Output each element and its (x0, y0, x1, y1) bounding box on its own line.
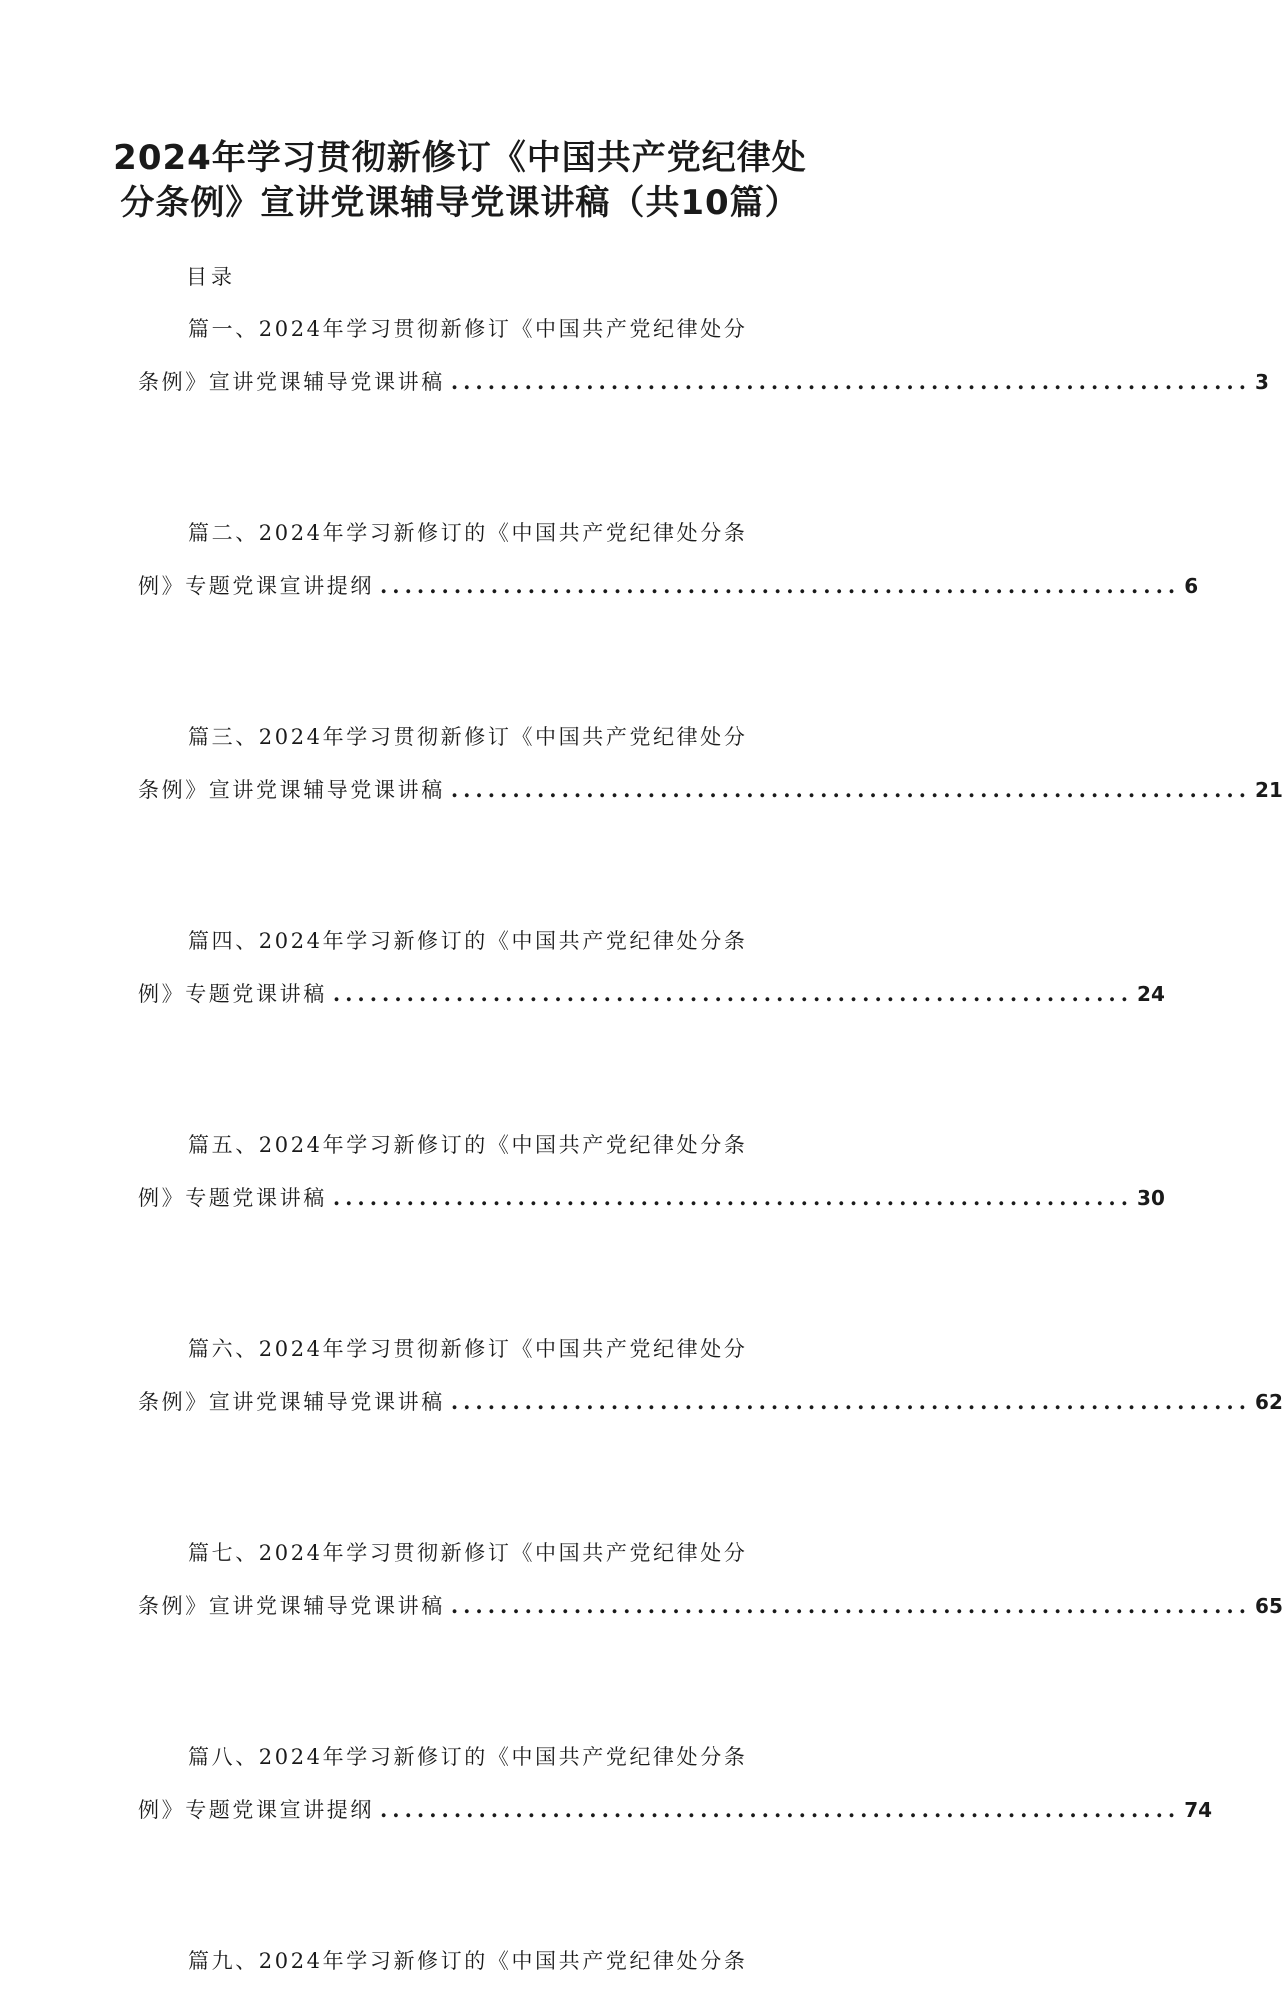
toc-entry-title: 篇六、2024年学习贯彻新修订《中国共产党纪律处分 (188, 1337, 748, 1361)
toc-entry[interactable] (138, 919, 1165, 1123)
toc-entry-title-cont: 条例》宣讲党课辅导党课讲稿 (138, 1390, 445, 1414)
document-title-line-2: 分条例》宣讲党课辅导党课讲稿（共10篇） (120, 183, 800, 223)
toc-entry[interactable] (138, 1531, 1283, 1735)
toc-entry-title-cont: 例》专题党课讲稿 (138, 982, 327, 1006)
toc-entry-title: 篇八、2024年学习新修订的《中国共产党纪律处分条 (188, 1745, 748, 1769)
toc-entry-continuation (138, 1788, 1213, 1832)
toc-page-number: 21 (1255, 778, 1283, 802)
toc-entry-continuation (138, 360, 1269, 404)
dot-leader: ................................................................. (450, 369, 1252, 394)
toc-entry-title: 篇五、2024年学习新修订的《中国共产党纪律处分条 (188, 1133, 748, 1157)
toc-entry-continuation (138, 1584, 1283, 1628)
toc-entry[interactable] (138, 1123, 1165, 1327)
toc-page-number: 65 (1255, 1594, 1283, 1618)
toc-entry-title: 篇九、2024年学习新修订的《中国共产党纪律处分条 (188, 1949, 748, 1973)
toc-page-number: 62 (1255, 1390, 1283, 1414)
dot-leader: ................................................................. (450, 1389, 1252, 1414)
toc-entry-title-cont: 条例》宣讲党课辅导党课讲稿 (138, 1594, 445, 1618)
toc-entry-title: 篇三、2024年学习贯彻新修订《中国共产党纪律处分 (188, 725, 748, 749)
toc-entry-continuation (138, 564, 1199, 608)
dot-leader: ................................................................. (332, 1185, 1134, 1210)
toc-entry[interactable] (138, 715, 1283, 919)
toc-page-number: 30 (1137, 1186, 1165, 1210)
toc-page-number: 3 (1255, 370, 1269, 394)
document-title-line-1: 2024年学习贯彻新修订《中国共产党纪律处 (113, 138, 807, 178)
toc-entry-title-cont: 条例》宣讲党课辅导党课讲稿 (138, 370, 445, 394)
toc-heading: 目录 (186, 265, 236, 289)
dot-leader: ................................................................. (332, 981, 1134, 1006)
toc-entry-continuation (138, 972, 1165, 1016)
toc-entry-title: 篇七、2024年学习贯彻新修订《中国共产党纪律处分 (188, 1541, 748, 1565)
toc-entry-title-cont: 例》专题党课宣讲提纲 (138, 574, 374, 598)
toc-entry-continuation (138, 768, 1283, 812)
dot-leader: ................................................................. (450, 1593, 1252, 1618)
toc-entry[interactable] (138, 307, 1269, 511)
toc-entry[interactable] (138, 1327, 1283, 1531)
toc-entry-title: 篇二、2024年学习新修订的《中国共产党纪律处分条 (188, 521, 748, 545)
toc-entry-title-cont: 例》专题党课讲稿 (138, 1186, 327, 1210)
toc-entry[interactable] (138, 1735, 1213, 1939)
dot-leader: ................................................................. (380, 1797, 1181, 1822)
toc-entry[interactable] (138, 511, 1199, 715)
toc-page-number: 74 (1184, 1798, 1213, 1822)
toc-page-number: 24 (1137, 982, 1165, 1006)
dot-leader: ................................................................. (450, 777, 1252, 802)
toc-entry[interactable] (138, 1939, 770, 1999)
toc-entry-continuation (138, 1176, 1165, 1220)
toc-page-number: 6 (1184, 574, 1199, 598)
dot-leader: ................................................................. (380, 573, 1181, 598)
toc-entry-title-cont: 例》专题党课宣讲提纲 (138, 1798, 374, 1822)
table-of-contents (138, 307, 1283, 1999)
toc-entry-title-cont: 条例》宣讲党课辅导党课讲稿 (138, 778, 445, 802)
toc-entry-title: 篇一、2024年学习贯彻新修订《中国共产党纪律处分 (188, 317, 748, 341)
toc-entry-title: 篇四、2024年学习新修订的《中国共产党纪律处分条 (188, 929, 748, 953)
toc-entry-continuation (138, 1380, 1283, 1424)
